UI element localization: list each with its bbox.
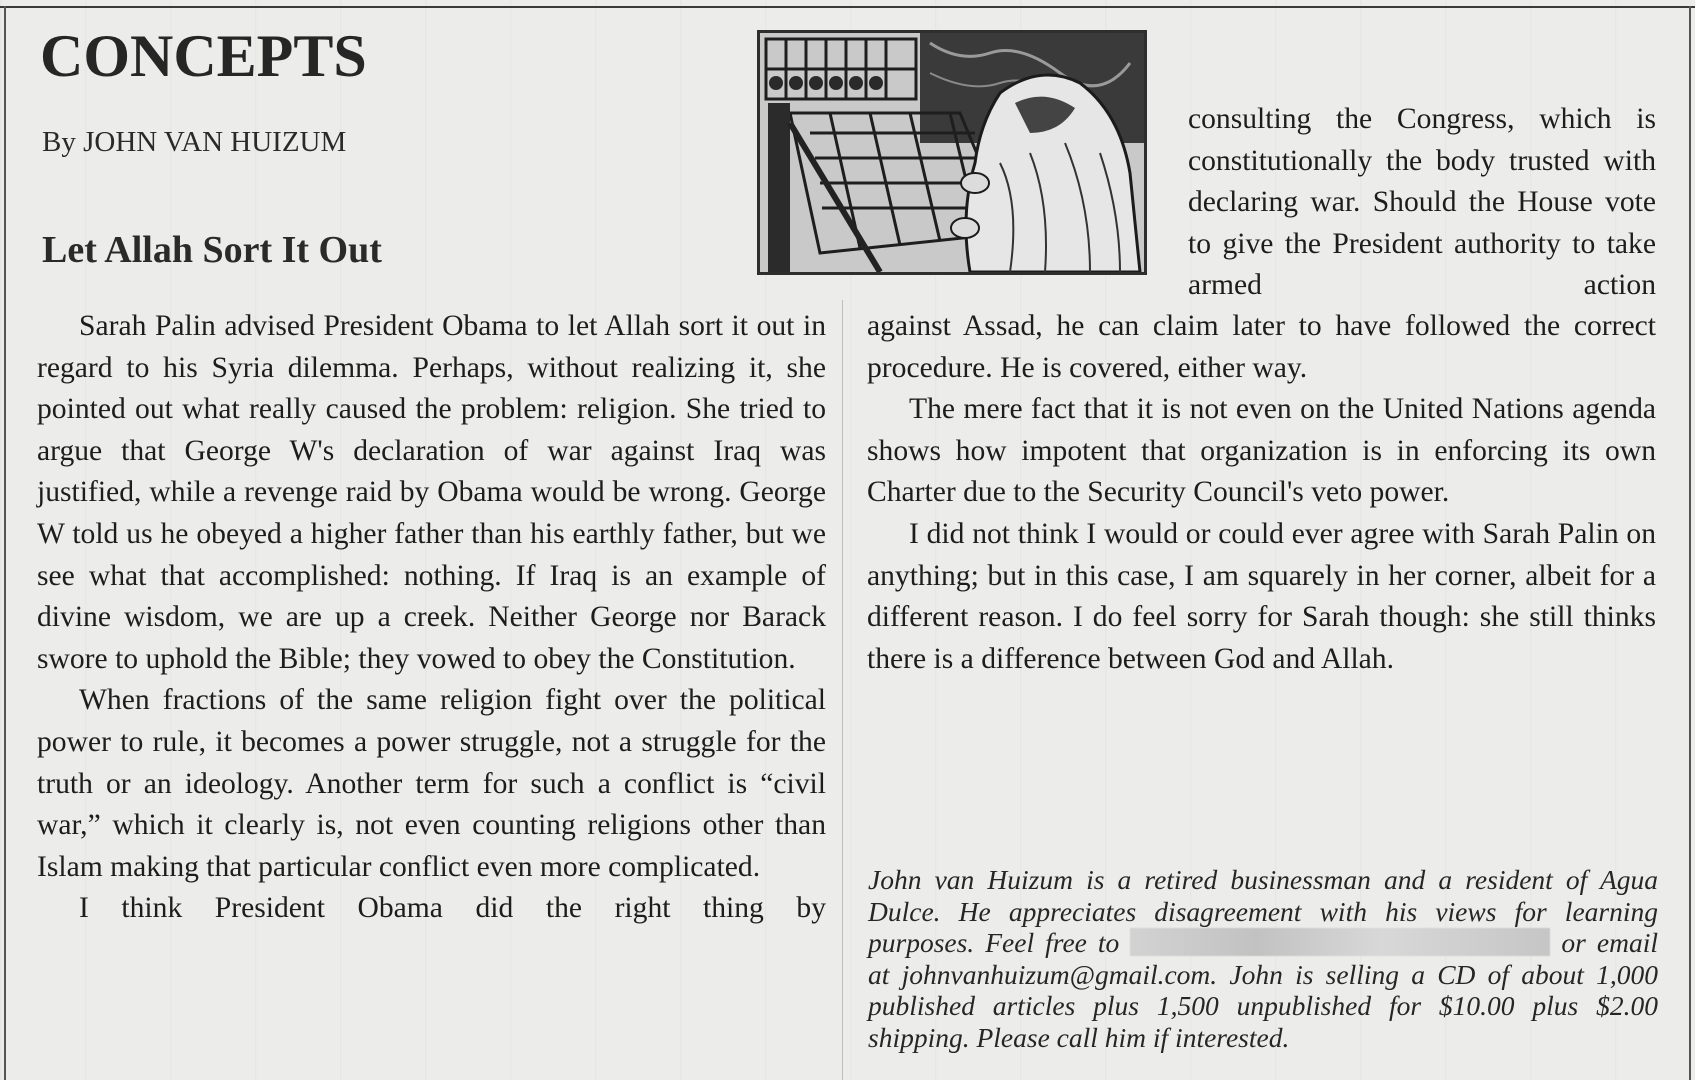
section-title: CONCEPTS [40, 23, 367, 89]
left-border-rule [4, 6, 6, 1080]
article-column-left [37, 306, 826, 930]
woodcut-figure-at-lattice-image [760, 33, 1144, 272]
author-bio-text-continued: or email at johnvanhuizum@gmail.com. John is selling a CD of about 1,000 published articles plus 1,500 unpublished for $10.00 plus $2.00 shipping. Please call him if interested. [868, 927, 1658, 1053]
article-paragraph: When fractions of the same religion fight over the political power to rule, it becomes a power struggle, not a struggle for the truth or an ideology. Another term for such a conflict is “civil war,” which it clearly is, not even counting religions other than Islam making that particular conflict even more complicated. [37, 684, 826, 883]
illustration-woodcut-image [757, 30, 1147, 275]
article-column-right-top [1188, 99, 1656, 307]
byline: By JOHN VAN HUIZUM [42, 126, 347, 158]
author-bio [868, 864, 1658, 1053]
author-bio-text: John van Huizum is a retired businessman and a resident of Agua Dulce. He appreciates disagreement with his views for learning purposes. Feel free to [868, 864, 1658, 958]
article-column-right [867, 306, 1656, 680]
top-border-rule [0, 6, 1695, 8]
redacted-contact-info [1130, 928, 1550, 956]
article-paragraph-continued: consulting the Congress, which is constitutionally the body trusted with declaring war. Should the House vote to give the President authority to take armed action [1188, 103, 1656, 302]
headline: Let Allah Sort It Out [42, 229, 382, 271]
article-paragraph: The mere fact that it is not even on the United Nations agenda shows how impotent that organization is in enforcing its own Charter due to the Security Council's veto power. [867, 393, 1656, 509]
column-divider [842, 300, 843, 1080]
article-paragraph: I did not think I would or could ever agree with Sarah Palin on anything; but in this case, I am squarely in her corner, albeit for a different reason. I do feel sorry for Sarah though: she still thinks there is a difference between God and Allah. [867, 517, 1656, 675]
right-border-rule [1689, 6, 1691, 1080]
article-paragraph: I think President Obama did the right thing by [79, 892, 826, 925]
article-paragraph-continued: against Assad, he can claim later to have followed the correct procedure. He is covered, either way. [867, 310, 1656, 384]
article-paragraph: Sarah Palin advised President Obama to let Allah sort it out in regard to his Syria dilemma. Perhaps, without realizing it, she pointed out what really caused the problem: religion. She tried to argue that George W's declaration of war against Iraq was justified, while a revenge raid by Obama would be wrong. George W told us he obeyed a higher father than his earthly father, but we see what that accomplished: nothing. If Iraq is an example of divine wisdom, we are up a creek. Neither George nor Barack swore to uphold the Bible; they vowed to obey the Constitution. [37, 310, 826, 675]
